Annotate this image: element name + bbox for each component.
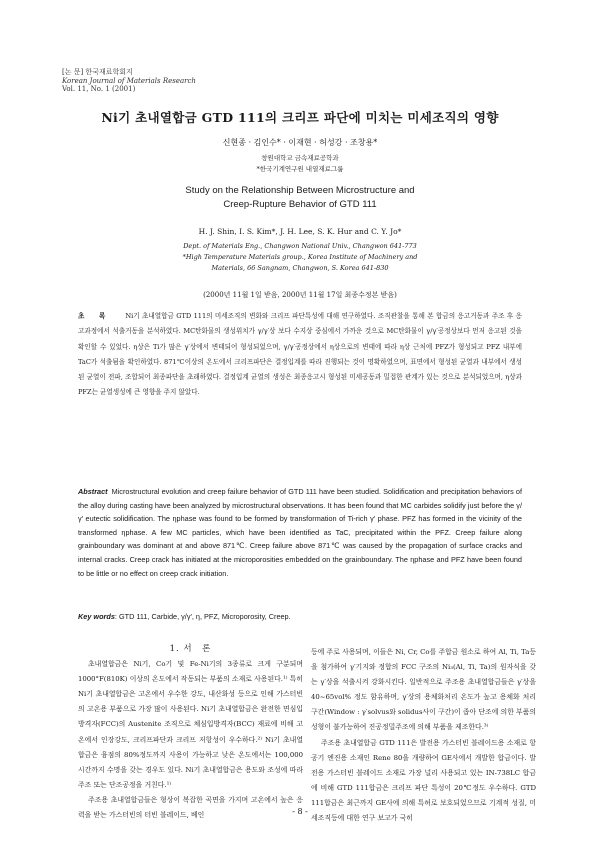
journal-volume: Vol. 11, No. 1 (2001) <box>62 85 136 93</box>
title-english-line: Study on the Relationship Between Microstructure and <box>185 185 415 196</box>
authors-english: H. J. Shin, I. S. Kim*, J. H. Lee, S. K. Hur and C. Y. Jo* <box>198 227 402 236</box>
body-paragraph: 등에 주로 사용되며, 이들은 Ni, Cr, Co를 주합금 원소로 하여 Al, Ti, Ta등을 첨가하여 γ′기지와 정합의 FCC 구조의 Ni₃(Al, Ti, Ta)의 원자식을 갖는 γ′상을 석출시켜 강화시킨다. 일반적으로 주조용 초내열합금들은 γ′상을 40~65vol% 정도 함유하며, γ′상의 용체화처리 온도가 높고 용체화 처리 구간(Window : γ′solvus와 solidus사이 구간)이 좁아 단조에 의한 부품의 성형이 불가능하여 진공정밀주조에 의해 부품을 제조한다.³⁾ <box>311 648 537 732</box>
affiliations-english <box>0 241 600 274</box>
journal-name: Korean Journal of Materials Research <box>62 76 196 85</box>
authors-korean: 신현종 · 김인수* · 이재현 · 허성강 · 조창용* <box>222 138 378 147</box>
abstract-english-text: Microstructural evolution and creep failure behavior of GTD 111 have been studied. Solidification and precipitation behaviors of the alloy during casting have been analyzed by microstructural observations. It has been found that MC carbides solidify just before the γ/γ′ eutectic solidification. The ηphase was found to be formed by transformation of Ti-rich γ′ phase. PFZ has formed in the vicinity of the transformed ηphase. A few MC particles, which have been identified as TaC, precipitated within the PFZ. Creep failure along grainboundary was dominant at and above 871℃. Creep failure above 871℃ was caused by the propagation of surface cracks and internal cracks. Creep crack has initiated at the microporosities embedded on the grainboundary. The ηphase and PFZ have been found to be little or no effect on creep crack initiation. <box>78 487 522 578</box>
journal-tag: [논 문] 한국재료학회지 <box>62 68 133 76</box>
title-english <box>0 184 600 212</box>
affiliation-korean-line: *한국기계연구원 내열재료그룹 <box>256 165 344 173</box>
body-column-right <box>311 645 536 826</box>
received-dates: (2000년 11월 1일 받음, 2000년 11월 17일 최종수정본 받음) <box>203 291 397 299</box>
abstract-english <box>78 485 522 580</box>
affiliations-korean <box>0 153 600 175</box>
abstract-korean-text: Ni기 초내열합금 GTD 111의 미세조직의 변화와 크리프 파단특성에 대해 연구하였다. 조직관찰을 통해 본 합금의 응고거동과 주조 후 응고과정에서 석출거동을 분석하였다. MC탄화물의 생성위치가 γ/γ′상 보다 수지상 중심에서 가까운 것으로 MC탄화물이 γ/γ′공정상보다 먼저 응고된 것을 확인할 수 있었다. η상은 Ti가 많은 γ′상에서 변태되어 형성되었으며, γ/γ′공정상에서 η상으로의 변태에 따라 η상 근처에 PFZ가 형성되고 PFZ 내부에 TaC가 석출됨을 확인하였다. 871℃이상의 온도에서 크리프파단은 결정입계를 따라 진행되는 것이 명확하였으며, 표면에서 형성된 균열과 내부에서 생성된 균열이 전파, 조합되어 최종파단을 초래하였다. 결정입계 균열의 생성은 최종응고시 형성된 미세공동과 밀접한 관계가 있는 것으로 분석되었으며, η상과 PFZ는 균열생성에 큰 영향을 주지 않았다. <box>78 312 522 397</box>
body-paragraph: 주조용 초내열합금 GTD 111은 발전용 가스터빈 블레이드용 소재로 항공기 엔진용 소재인 Rene 80을 개량하여 GE사에서 개발한 합금이다. 발전용 가스터빈 블레이드 소재로 가장 널리 사용되고 있는 IN-738LC 합금에 비해 GTD 111합금은 크리프 파단 특성이 20℃정도 우수하다. GTD 111합금은 최근까지 GE사에 의해 특허로 보호되었으므로 기계적 성질, 미세조직등에 대한 연구 보고가 국히 <box>311 738 536 823</box>
keywords <box>78 612 291 621</box>
body-column-left <box>78 642 303 823</box>
title-english-line: Creep-Rupture Behavior of GTD 111 <box>223 199 377 210</box>
abstract-korean <box>78 309 522 401</box>
title-korean: Ni기 초내열합금 GTD 111의 크리프 파단에 미치는 미세조직의 영향 <box>101 110 499 125</box>
affiliation-korean-line: 창원대학교 금속재료공학과 <box>261 154 339 162</box>
section-heading-introduction: 1. 서 론 <box>169 644 212 654</box>
keywords-label: Key words <box>78 612 115 621</box>
affiliation-english-line: Dept. of Materials Eng., Changwon National Univ., Changwon 641-773 <box>183 242 417 250</box>
body-paragraph: 초내열합금은 Ni기, Co기 및 Fe-Ni기의 3종류로 크게 구분되며 1000°F(810K) 이상의 온도에서 작동되는 부품의 소재로 사용된다.¹⁾ 특히 Ni기 초내열합금은 고온에서 우수한 강도, 내산화성 등으로 인해 가스터빈의 고온용 부품으로 가장 많이 사용된다. Ni기 초내열합금은 완전한 면심입방격자(FCC)의 Austenite 조직으로 체심입방격자(BCC) 재료에 비해 고온에서 인장강도, 크리프파단과 크리프 저항성이 우수하다.²⁾ Ni기 초내열합금은 융점의 80%정도까지 사용이 가능하고 낮은 온도에서는 100,000시간까지 수명을 갖는 경우도 있다. Ni기 초내열합금은 용도와 조성에 따라 주조 또는 단조공정을 거친다.¹⁾ <box>78 660 303 789</box>
page-number: - 8 - <box>292 807 308 816</box>
affiliation-english-line: Materials, 66 Sangnam, Changwon, S. Korea 641-830 <box>211 264 389 272</box>
abstract-korean-label: 초 록 <box>78 312 112 320</box>
keywords-text: : GTD 111, Carbide, γ/γ′, η, PFZ, Microporosity, Creep. <box>114 612 291 621</box>
abstract-english-label: Abstract <box>78 487 108 496</box>
journal-header <box>62 68 196 94</box>
body-paragraph: 주조용 초내열합금들은 형상이 복잡한 곡면을 가지며 고온에서 높은 응력을 받는 가스터빈의 터빈 블레이드, 베인 <box>78 795 303 820</box>
affiliation-english-line: *High Temperature Materials group., Korea Institute of Machinery and <box>182 253 418 261</box>
